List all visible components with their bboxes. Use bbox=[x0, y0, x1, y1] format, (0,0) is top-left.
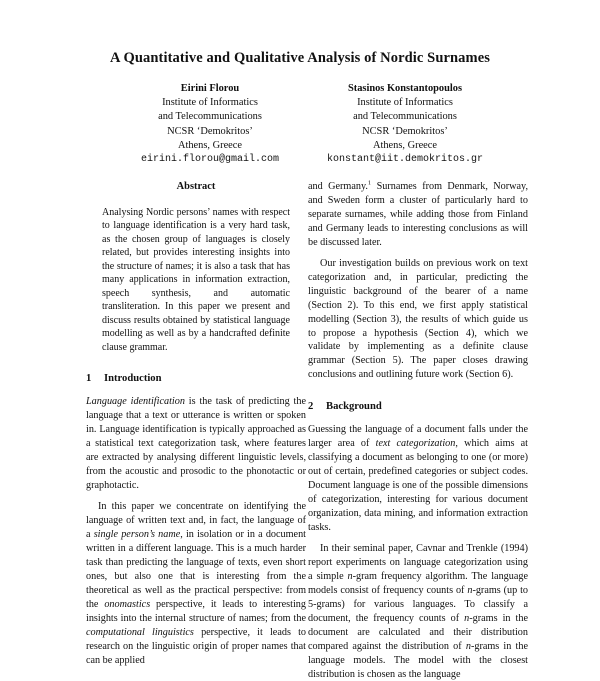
author-city: Athens, Greece bbox=[177, 139, 243, 151]
paragraph-text: , in isolation or in a document written in a different language. This is a much harder task than predicting the language of texts, even short ones, but also one that is interesting from the theoretical as well as the practical perspective: from the bbox=[86, 528, 306, 610]
paragraph-text: , which aims at classifying a document as belonging to one (or more) out of certain, predefined categories or subject codes. Document language is one of the possible dimensions of categorization, interesting for various document organization, data mining, and information extraction tasks. bbox=[308, 438, 529, 533]
paragraph-text: -grams in the language models. The model with the closest distribution is chosen as the language bbox=[308, 640, 528, 680]
emphasis: n bbox=[347, 570, 353, 582]
author-name: Eirini Florou bbox=[180, 83, 240, 94]
author-email[interactable]: eirini.florou@gmail.com bbox=[140, 154, 280, 166]
emphasis: n bbox=[465, 640, 471, 652]
background-paragraph-1 bbox=[308, 423, 528, 535]
paragraph-text: Surnames from Denmark, Norway, and Sweden form a cluster of particularly hard to separate surnames, while adding those from Finland and Germany leads to interesting conclusions as will be discussed later. bbox=[308, 181, 528, 248]
emphasis: n bbox=[467, 584, 473, 596]
intro-paragraph-1 bbox=[86, 395, 306, 493]
emphasis: Language identification bbox=[86, 396, 185, 408]
author-block-1 bbox=[120, 82, 300, 167]
paragraph-text: and Germany. bbox=[308, 181, 368, 192]
section-title: Background bbox=[326, 401, 382, 413]
paragraph-text: -grams (up to 5-grams) for various languages. To classify a document, the frequency counts of bbox=[308, 584, 529, 624]
footnote-marker[interactable]: 1 bbox=[367, 179, 372, 187]
paragraph-text: perspective, it leads to research on the linguistic origin of proper names that can be applied bbox=[86, 626, 306, 666]
paragraph-text: -grams in the document are calculated and their distribution compared against the distribution of bbox=[308, 612, 528, 652]
author-name: Stasinos Konstantopoulos bbox=[347, 83, 463, 94]
paragraph-text: In this paper we concentrate on identifying the language of written text and, in fact, the language of a bbox=[86, 501, 306, 540]
intro-continued-paragraph bbox=[308, 180, 528, 250]
author-block-2 bbox=[300, 82, 510, 167]
author-affiliation: and Telecommunications bbox=[353, 111, 457, 123]
emphasis: n bbox=[464, 612, 470, 624]
intro-paragraph-2 bbox=[86, 500, 306, 667]
author-affiliation: Institute of Informatics bbox=[162, 97, 258, 109]
section-heading-background bbox=[308, 400, 528, 414]
emphasis: text categorization bbox=[375, 438, 456, 450]
abstract-heading: Abstract bbox=[176, 181, 216, 192]
section-title: Introduction bbox=[104, 373, 162, 385]
abstract-text: Analysing Nordic persons’ names with respect to language identification is a very hard task, as the chosen group of languages is closely related, but provides interesting insights into the structure of names; it is also a task that has many applications in information extraction, speech synthesis, and automatic transliteration. In this paper we present and discuss results obtained by statistical language modelling as well as by a handcrafted definite clause grammar. bbox=[102, 206, 290, 353]
author-affiliation: and Telecommunications bbox=[158, 111, 262, 123]
intro-paragraph-outline: Our investigation builds on previous work on text categorization and, in particular, predicting the linguistic background of the bearer of a name (Section 2). To this end, we first apply statistical modelling (Section 3), the results of which guide us to propose a hypothesis (Section 4), which we validate by implementing as a definite clause grammar (Section 5). The paper closes drawing conclusions and outlining future work (Section 6). bbox=[308, 257, 528, 381]
paper-title: A Quantitative and Qualitative Analysis of Nordic Surnames bbox=[109, 50, 490, 66]
paragraph-text: -gram frequency algorithm. The language models consist of frequency counts of bbox=[308, 570, 528, 596]
author-affiliation: NCSR ‘Demokritos’ bbox=[362, 125, 448, 137]
paragraph-text: is the task of predicting the language that a text or utterance is written or spoken in. Language identification is typically approached as a statistical text categorization task, where features are extracted by analysing different linguistic levels, from the acoustic and prosodic to the phonotactic or graphotactic. bbox=[86, 396, 306, 492]
section-number: 2 bbox=[308, 401, 314, 413]
emphasis: computational linguistics bbox=[86, 626, 194, 638]
section-number: 1 bbox=[86, 373, 92, 385]
author-affiliation: NCSR ‘Demokritos’ bbox=[167, 125, 253, 137]
paragraph-text: perspective, it leads to interesting insights into the internal structure of names; from the bbox=[86, 598, 306, 624]
section-heading-introduction bbox=[86, 372, 306, 386]
emphasis: single person’s name bbox=[93, 528, 181, 540]
author-email[interactable]: konstant@iit.demokritos.gr bbox=[326, 154, 484, 166]
paragraph-text: In their seminal paper, Cavnar and Trenkle (1994) report experiments on language categorization using a simple bbox=[308, 542, 528, 582]
paragraph-text: Guessing the language of a document falls under the larger area of bbox=[308, 424, 528, 450]
emphasis: onomastics bbox=[104, 598, 151, 610]
background-paragraph-2 bbox=[308, 542, 528, 681]
author-affiliation: Institute of Informatics bbox=[357, 97, 453, 109]
left-column bbox=[86, 180, 306, 668]
author-city: Athens, Greece bbox=[372, 139, 438, 151]
right-column bbox=[308, 180, 528, 681]
